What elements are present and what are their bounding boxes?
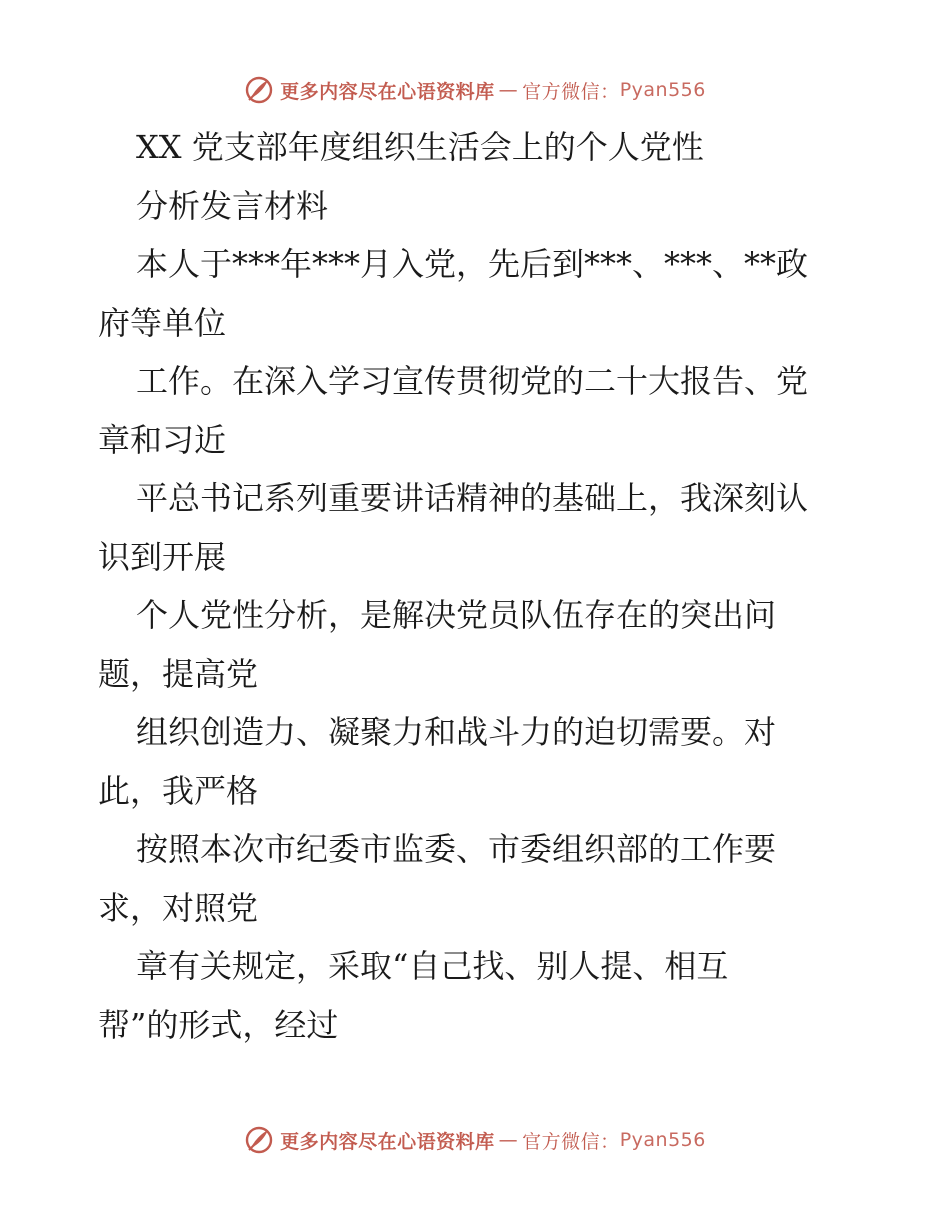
text-line: 求，对照党 [98,888,259,927]
text-line: 识到开展 [98,537,227,576]
text-line: 章和习近 [98,420,227,459]
text-line: 府等单位 [98,303,227,342]
document-body [98,118,858,1054]
text-line: 帮”的形式，经过 [98,1005,339,1044]
watermark-account: Pyan556 [619,79,706,101]
watermark-label: 官方微信： [522,1130,620,1153]
text-line: 个人党性分析，是解决党员队伍存在的突出问 [136,596,777,634]
watermark-header [0,70,950,110]
watermark-label: 官方微信： [522,80,620,103]
quill-circle-icon [244,1125,274,1155]
text-line: 此，我严格 [98,771,259,810]
watermark-separator: — [498,79,519,101]
text-line: 工作。在深入学习宣传贯彻党的二十大报告、党 [136,362,809,400]
text-line: 章有关规定，采取“自己找、别人提、相互 [136,947,729,985]
text-line: 题，提高党 [98,654,259,693]
watermark-account: Pyan556 [619,1129,706,1151]
watermark-footer [0,1120,950,1160]
text-line: 分析发言材料 [136,186,329,225]
watermark-separator: — [498,1129,519,1151]
watermark-brand: 更多内容尽在心语资料库 [280,1130,495,1153]
quill-circle-icon [244,75,274,105]
text-line: 平总书记系列重要讲话精神的基础上，我深刻认 [136,479,809,517]
text-line: 组织创造力、凝聚力和战斗力的迫切需要。对 [136,713,777,751]
text-line: 本人于***年***月入党，先后到***、***、**政 [136,245,809,283]
watermark-brand: 更多内容尽在心语资料库 [280,80,495,103]
text-line: 按照本次市纪委市监委、市委组织部的工作要 [136,830,777,868]
text-line: XX 党支部年度组织生活会上的个人党性 [136,128,704,166]
